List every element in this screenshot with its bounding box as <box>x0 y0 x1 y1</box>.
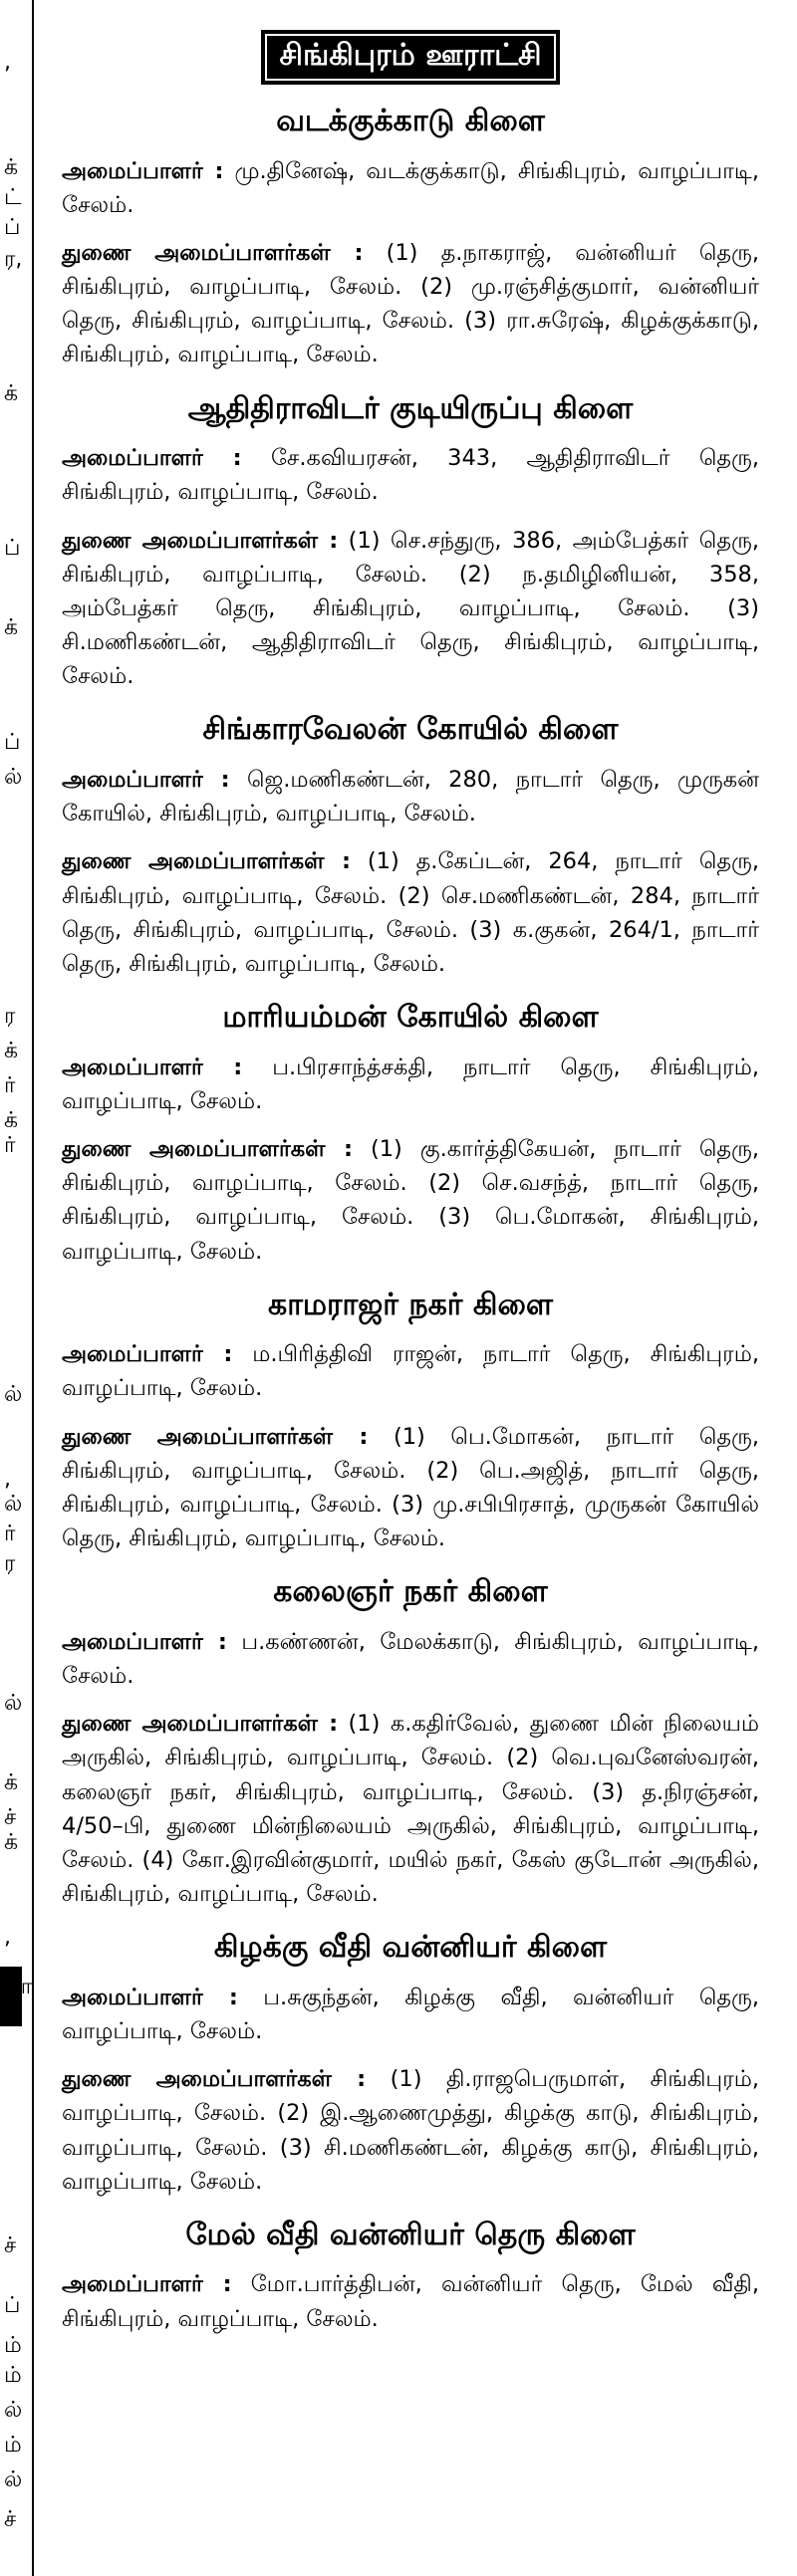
adjacent-column-fragment: க் <box>4 1830 19 1855</box>
organizer-text: ப.சுகுந்தன், கிழக்கு வீதி, வன்னியர் தெரு, வாழப்பாடி, சேலம். <box>62 1984 759 2044</box>
adjacent-column-fragment: ல் <box>4 2467 23 2492</box>
adjacent-column-fragment: , <box>4 1467 11 1492</box>
branch-title: மாரியம்மன் கோயில் கிளை <box>222 1000 599 1036</box>
organizer-paragraph <box>62 2267 759 2335</box>
organizer-text: ப.பிரசாந்த்சக்தி, நாடார் தெரு, சிங்கிபுரம், வாழப்பாடி, சேலம். <box>62 1054 759 1114</box>
branch-title: ஆதிதிராவிடர் குடியிருப்பு கிளை <box>187 390 634 426</box>
organizer-text: ப.கண்ணன், மேலக்காடு, சிங்கிபுரம், வாழப்பாடி, சேலம். <box>62 1628 759 1689</box>
adjacent-column-fragment: ர, <box>4 247 23 272</box>
branch-title: வடக்குக்காடு கிளை <box>276 104 545 138</box>
adjacent-column-fragment: ச் <box>4 2507 17 2532</box>
adjacent-column-fragment: ல் <box>4 2398 23 2423</box>
branch-section <box>62 1929 759 2199</box>
organizer-label: அமைப்பாளர் : <box>62 2271 232 2298</box>
deputy-organizers-label: துணை அமைப்பாளர்கள் : <box>62 1135 354 1162</box>
deputy-organizers-label: துணை அமைப்பாளர்கள் : <box>62 1711 339 1738</box>
adjacent-column-edge <box>0 0 34 2576</box>
adjacent-column-fragment: ப் <box>4 2293 21 2318</box>
adjacent-column-fragment: , <box>4 50 11 75</box>
adjacent-column-fragment: ச் <box>4 1805 17 1830</box>
deputy-organizers-text: (1) த.நாகராஜ், வன்னியர் தெரு, சிங்கிபுரம், வாழப்பாடி, சேலம். (2) மு.ரஞ்சித்குமார், வன்னியர் தெரு, சிங்கிபுரம், வாழப்பாடி, சேலம். (3) ரா.சுரேஷ், கிழக்குக்காடு, சிங்கிபுரம், வாழப்பாடி, சேலம். <box>62 239 760 368</box>
deputy-organizers-text: (1) க.கதிர்வேல், துணை மின் நிலையம் அருகில், சிங்கிபுரம், வாழப்பாடி, சேலம். (2) வெ.புவனேஸ்வரன், கலைஞர் நகர், சிங்கிபுரம், வாழப்பாடி, சேலம். (3) த.நிரஞ்சன், 4/50–பி, துணை மின்நிலையம் அருகில், சிங்கிபுரம், வாழப்பாடி, சேலம். (4) கோ.இரவின்குமார், மயில் நகர், கேஸ் குடோன் அருகில், சிங்கிபுரம், வாழப்பாடி, சேலம். <box>62 1711 760 1908</box>
banner-wrap <box>62 30 759 85</box>
organizer-label: அமைப்பாளர் : <box>62 445 242 472</box>
organizer-label: அமைப்பாளர் : <box>62 157 224 184</box>
adjacent-column-fragment: ா <box>4 1975 33 1999</box>
branch-section <box>62 1573 759 1911</box>
panchayat-banner: சிங்கிபுரம் ஊராட்சி <box>261 30 559 85</box>
organizer-text: மோ.பார்த்திபன், வன்னியர் தெரு, மேல் வீதி, சிங்கிபுரம், வாழப்பாடி, சேலம். <box>62 2271 759 2332</box>
adjacent-column-fragment: ச் <box>4 2233 17 2258</box>
adjacent-column-fragment: க் <box>4 1770 19 1795</box>
deputy-organizers-label: துணை அமைப்பாளர்கள் : <box>62 848 351 875</box>
adjacent-column-fragment: க் <box>4 1108 19 1133</box>
adjacent-column-fragment: க் <box>4 1039 19 1063</box>
branch-section <box>62 999 759 1269</box>
adjacent-column-fragment: ர் <box>4 1522 16 1546</box>
organizer-text: ஜெ.மணிகண்டன், 280, நாடார் தெரு, முருகன் கோயில், சிங்கிபுரம், வாழப்பாடி, சேலம். <box>62 766 759 827</box>
page-content <box>62 30 759 2354</box>
deputy-organizers-label: துணை அமைப்பாளர்கள் : <box>62 239 364 266</box>
organizer-label: அமைப்பாளர் : <box>62 766 230 793</box>
organizer-paragraph <box>62 1981 759 2048</box>
organizer-label: அமைப்பாளர் : <box>62 1984 238 2010</box>
branch-section <box>62 390 759 694</box>
branch-section <box>62 2217 759 2336</box>
adjacent-column-fragment: ப் <box>4 215 21 240</box>
branch-title: காமராஜர் நகர் கிளை <box>268 1287 553 1322</box>
adjacent-column-fragment: க் <box>4 381 19 406</box>
organizer-paragraph <box>62 1337 759 1405</box>
branch-section <box>62 1287 759 1556</box>
adjacent-column-fragment: ம் <box>4 2333 22 2358</box>
deputy-organizers-paragraph <box>62 524 759 694</box>
branch-title: சிங்காரவேலன் கோயில் கிளை <box>202 712 619 748</box>
deputy-organizers-text: (1) பெ.மோகன், நாடார் தெரு, சிங்கிபுரம், வாழப்பாடி, சேலம். (2) பெ.அஜித், நாடார் தெரு, சிங்கிபுரம், வாழப்பாடி, சேலம். (3) மு.சபிபிரசாத், முருகன் கோயில் தெரு, சிங்கிபுரம், வாழப்பாடி, சேலம். <box>62 1423 759 1552</box>
adjacent-column-fragment: ட் <box>4 185 22 210</box>
organizer-paragraph <box>62 441 759 509</box>
organizer-text: ம.பிரித்திவி ராஜன், நாடார் தெரு, சிங்கிபுரம், வாழப்பாடி, சேலம். <box>62 1341 759 1402</box>
adjacent-column-fragment: ம் <box>4 2433 22 2458</box>
deputy-organizers-paragraph <box>62 1132 759 1269</box>
adjacent-column-fragment: ல் <box>4 1382 23 1407</box>
organizer-text: சே.கவியரசன், 343, ஆதிதிராவிடர் தெரு, சிங்கிபுரம், வாழப்பாடி, சேலம். <box>62 445 759 506</box>
adjacent-column-fragment: ப் <box>4 536 21 561</box>
deputy-organizers-text: (1) தி.ராஜபெருமாள், சிங்கிபுரம், வாழப்பாடி, சேலம். (2) இ.ஆணைமுத்து, கிழக்கு காடு, சிங்கிபுரம், வாழப்பாடி, சேலம். (3) சி.மணிகண்டன், கிழக்கு காடு, சிங்கிபுரம், வாழப்பாடி, சேலம். <box>62 2066 760 2195</box>
deputy-organizers-paragraph <box>62 1420 759 1556</box>
organizer-paragraph <box>62 1625 759 1693</box>
deputy-organizers-paragraph <box>62 236 759 372</box>
deputy-organizers-label: துணை அமைப்பாளர்கள் : <box>62 1423 369 1450</box>
deputy-organizers-label: துணை அமைப்பாளர்கள் : <box>62 2066 367 2093</box>
adjacent-column-fragment: க் <box>4 615 19 640</box>
adjacent-column-fragment: ர் <box>4 1133 16 1158</box>
adjacent-column-fragment: ர <box>4 1004 16 1029</box>
branch-section <box>62 711 759 981</box>
branch-title: கலைஞர் நகர் கிளை <box>273 1574 548 1610</box>
organizer-label: அமைப்பாளர் : <box>62 1628 227 1655</box>
branch-title: கிழக்கு வீதி வன்னியர் கிளை <box>213 1930 608 1966</box>
deputy-organizers-text: (1) கு.கார்த்திகேயன், நாடார் தெரு, சிங்கிபுரம், வாழப்பாடி, சேலம். (2) செ.வசந்த், நாடார் தெரு, சிங்கிபுரம், வாழப்பாடி, சேலம். (3) பெ.மோகன், சிங்கிபுரம், வாழப்பாடி, சேலம். <box>62 1135 759 1265</box>
organizer-text: மு.தினேஷ், வடக்குக்காடு, சிங்கிபுரம், வாழப்பாடி, சேலம். <box>62 157 759 218</box>
adjacent-column-fragment: ர <box>4 1551 16 1576</box>
adjacent-column-fragment: ல் <box>4 765 23 790</box>
adjacent-column-fragment: ல் <box>4 1691 23 1716</box>
branch-sections <box>62 103 759 2336</box>
organizer-label: அமைப்பாளர் : <box>62 1341 233 1368</box>
adjacent-column-fragment: ல் <box>4 1492 23 1517</box>
adjacent-column-fragment: க் <box>4 155 19 180</box>
deputy-organizers-text: (1) செ.சந்துரு, 386, அம்பேத்கர் தெரு, சிங்கிபுரம், வாழப்பாடி, சேலம். (2) ந.தமிழினியன், 358, அம்பேத்கர் தெரு, சிங்கிபுரம், வாழப்பாடி, சேலம். (3) சி.மணிகண்டன், ஆதிதிராவிடர் தெரு, சிங்கிபுரம், வாழப்பாடி, சேலம். <box>62 527 759 690</box>
organizer-paragraph <box>62 1051 759 1118</box>
organizer-paragraph <box>62 763 759 830</box>
deputy-organizers-paragraph <box>62 1707 759 1911</box>
adjacent-column-fragment: ப் <box>4 730 21 755</box>
deputy-organizers-paragraph <box>62 2062 759 2199</box>
adjacent-column-fragment: ர் <box>4 1073 16 1098</box>
deputy-organizers-label: துணை அமைப்பாளர்கள் : <box>62 527 339 554</box>
branch-section <box>62 103 759 372</box>
organizer-paragraph <box>62 154 759 222</box>
branch-title: மேல் வீதி வன்னியர் தெரு கிளை <box>185 2217 636 2252</box>
organizer-label: அமைப்பாளர் : <box>62 1054 243 1080</box>
deputy-organizers-paragraph <box>62 844 759 981</box>
adjacent-column-fragment: ம் <box>4 2363 22 2388</box>
deputy-organizers-text: (1) த.கேப்டன், 264, நாடார் தெரு, சிங்கிபுரம், வாழப்பாடி, சேலம். (2) செ.மணிகண்டன், 284, நாடார் தெரு, சிங்கிபுரம், வாழப்பாடி, சேலம். (3) க.குகன், 264/1, நாடார் தெரு, சிங்கிபுரம், வாழப்பாடி, சேலம். <box>62 848 759 977</box>
adjacent-column-fragment: , <box>4 1925 11 1950</box>
